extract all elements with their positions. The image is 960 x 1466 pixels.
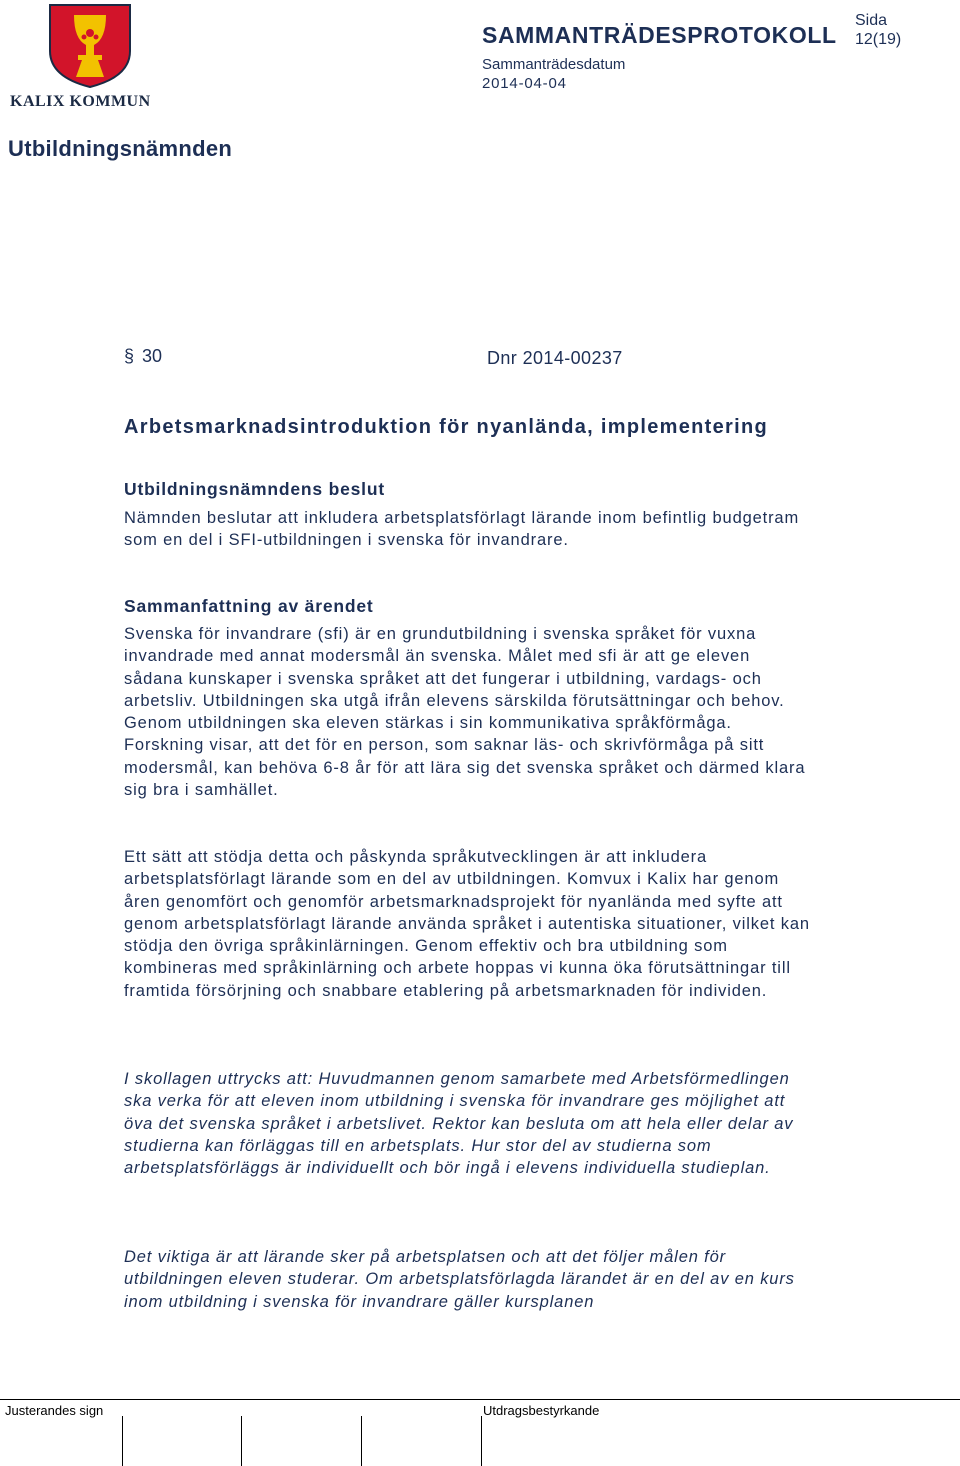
- closing-paragraph: Det viktiga är att lärande sker på arbetsplatsen och att det följer målen för utbildningen eleven studerar. Om arbetsplatsförlagda lärandet är en del av en kurs inom utbildning i svenska för invandrare gäller kursplanen: [124, 1248, 795, 1311]
- school-law-quote: I skollagen uttrycks att: Huvudmannen genom samarbete med Arbetsförmedlingen ska verka för att eleven inom utbildning i svenska för invandrare ges möjlighet att öva det svenska språket i arbetslivet. Rektor kan besluta om att hela eller delar av studierna kan förläggas till en arbetsplats. Hur stor del av studierna som arbetsplatsförläggs är individuellt och bör ingå i elevens individuella studieplan.: [124, 1070, 794, 1178]
- municipality-logo: [10, 3, 160, 113]
- signature-box-divider: [361, 1416, 362, 1466]
- page-label: Sida: [855, 12, 888, 29]
- signature-box-divider: [241, 1416, 242, 1466]
- paragraph-value: 30: [142, 346, 163, 366]
- paragraph-number: [124, 346, 162, 367]
- decision-heading: Utbildningsnämndens beslut: [124, 479, 385, 499]
- paragraph-sign: §: [124, 346, 135, 366]
- page-number: 12(19): [855, 31, 902, 48]
- meeting-date: 2014-04-04: [482, 75, 567, 92]
- summary-paragraph-2: Ett sätt att stödja detta och påskynda språkutvecklingen är att inkludera arbetsplatsförlagt lärande som en del av utbildningen. Komvux i Kalix har genom åren genomfört och genomför arbetsmarknadsprojekt för nyanlända med syfte att genom arbetsplatsförlagt lärande använda språket i autentiska situationer, vilket kan stödja den övriga språkinlärningen. Genom effektiv och bra utbildning som kombineras med språkinlärning och arbete hoppas vi kunna öka förutsättningar till framtida försörjning och snabbare etablering på arbetsmarknaden för individen.: [124, 848, 810, 1000]
- footer-verification-label: Utdragsbestyrkande: [483, 1403, 600, 1418]
- footer-divider: [0, 1399, 960, 1400]
- logo-wordmark: KALIX KOMMUN: [10, 93, 151, 110]
- committee-name: Utbildningsnämnden: [8, 136, 233, 161]
- signature-box-divider: [481, 1416, 482, 1466]
- summary-heading: Sammanfattning av ärendet: [124, 596, 374, 616]
- signature-box-divider: [122, 1416, 123, 1466]
- footer-signature-label: Justerandes sign: [5, 1403, 104, 1418]
- item-title: Arbetsmarknadsintroduktion för nyanlända, implementering: [124, 416, 769, 438]
- decision-text: Nämnden beslutar att inkludera arbetsplatsförlagt lärande inom befintlig budgetram som en del i SFI-utbildningen i svenska för invandrare.: [124, 509, 800, 550]
- document-type: SAMMANTRÄDESPROTOKOLL: [482, 22, 837, 48]
- coat-of-arms-icon: [48, 3, 132, 89]
- dnr-number: Dnr 2014-00237: [487, 348, 623, 368]
- meeting-date-label: Sammanträdesdatum: [482, 56, 626, 73]
- summary-paragraph-1: Svenska för invandrare (sfi) är en grundutbildning i svenska språket för vuxna invandrade med annat modersmål än svenska. Målet med sfi är att ge eleven sådana kunskaper i svenska språket att det fungerar i utbildning, vardags- och arbetsliv. Utbildningen ska utgå ifrån elevens särskilda förutsättningar och behov. Genom utbildningen ska eleven stärkas i sin kommunikativa språkförmåga. Forskning visar, att det för en person, som saknar läs- och skrivförmåga på sitt modersmål, kan behöva 6-8 år för att lära sig det svenska språket och därmed klara sig bra i samhället.: [124, 625, 806, 800]
